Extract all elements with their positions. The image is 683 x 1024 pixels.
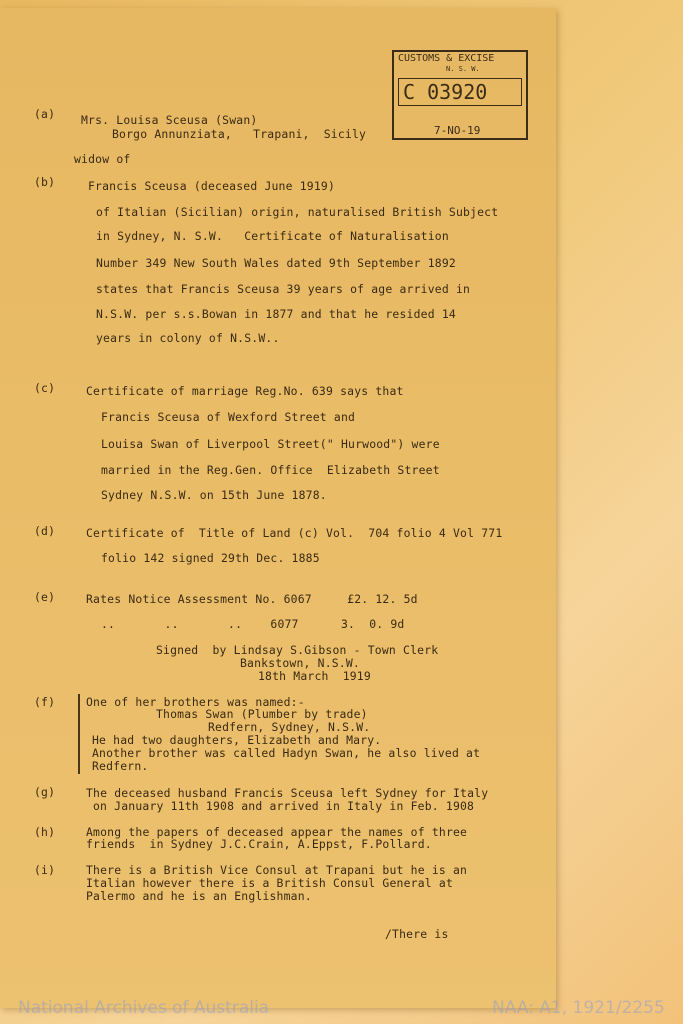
text-line: Certificate of Title of Land (c) Vol. 704 folio 4 Vol 771 (86, 526, 503, 540)
text-line: Sydney N.S.W. on 15th June 1878. (101, 488, 327, 502)
text-line: Italian however there is a British Consul General at (86, 876, 454, 890)
text-line: Redfern, Sydney, N.S.W. (208, 720, 371, 734)
text-line: married in the Reg.Gen. Office Elizabeth Street (101, 463, 440, 477)
archive-watermark-left: National Archives of Australia (18, 998, 270, 1018)
section-label: (h) (34, 825, 56, 839)
text-line: Louisa Swan of Liverpool Street(" Hurwood") were (101, 437, 440, 451)
margin-mark (78, 694, 80, 774)
text-line: Another brother was called Hadyn Swan, he also lived at (92, 746, 481, 760)
text-line: Borgo Annunziata, Trapani, Sicily (112, 127, 367, 141)
stamp-number: C 03920 (398, 78, 522, 106)
text-line: N.S.W. per s.s.Bowan in 1877 and that he resided 14 (96, 307, 456, 321)
text-line: friends in Sydney J.C.Crain, A.Eppst, F.Pollard. (86, 837, 432, 851)
text-line: Palermo and he is an Englishman. (86, 889, 312, 903)
text-line: Mrs. Louisa Sceusa (Swan) (81, 113, 258, 127)
text-line: 18th March 1919 (258, 669, 371, 683)
section-label: (c) (34, 381, 56, 395)
text-line: states that Francis Sceusa 39 years of age arrived in (96, 282, 471, 296)
text-line: widow of (74, 152, 131, 166)
text-line: There is a British Vice Consul at Trapani but he is an (86, 863, 468, 877)
section-label: (g) (34, 785, 56, 799)
text-line: folio 142 signed 29th Dec. 1885 (101, 551, 320, 565)
text-line: Bankstown, N.S.W. (240, 656, 360, 670)
document-page (0, 8, 556, 1008)
text-line: in Sydney, N. S.W. Certificate of Naturalisation (96, 229, 449, 243)
customs-stamp (392, 50, 528, 140)
text-line: Thomas Swan (Plumber by trade) (156, 707, 368, 721)
section-label: (f) (34, 695, 56, 709)
section-label: (i) (34, 863, 56, 877)
stamp-title: CUSTOMS & EXCISE (398, 53, 495, 64)
text-line: .. .. .. 6077 3. 0. 9d (101, 617, 405, 631)
stamp-date: 7-NO-19 (434, 124, 481, 137)
text-line: on January 11th 1908 and arrived in Italy in Feb. 1908 (93, 799, 475, 813)
text-line: Redfern. (92, 759, 149, 773)
text-line: years in colony of N.S.W.. (96, 331, 280, 345)
text-line: of Italian (Sicilian) origin, naturalised British Subject (96, 205, 499, 219)
continuation-note: /There is (385, 927, 449, 941)
text-line: Rates Notice Assessment No. 6067 £2. 12. 5d (86, 592, 418, 606)
section-label: (b) (34, 175, 56, 189)
section-label: (a) (34, 107, 56, 121)
text-line: The deceased husband Francis Sceusa left Sydney for Italy (86, 786, 489, 800)
stamp-subtitle: N. S. W. (446, 65, 480, 73)
text-line: One of her brothers was named:- (86, 695, 305, 709)
text-line: Among the papers of deceased appear the names of three (86, 825, 468, 839)
archive-watermark-right: NAA: A1, 1921/2255 (492, 998, 665, 1018)
text-line: Signed by Lindsay S.Gibson - Town Clerk (156, 643, 439, 657)
text-line: Francis Sceusa of Wexford Street and (101, 410, 356, 424)
text-line: Number 349 New South Wales dated 9th September 1892 (96, 256, 456, 270)
text-line: Francis Sceusa (deceased June 1919) (88, 179, 336, 193)
text-line: He had two daughters, Elizabeth and Mary. (92, 733, 382, 747)
section-label: (e) (34, 590, 56, 604)
text-line: Certificate of marriage Reg.No. 639 says that (86, 384, 404, 398)
section-label: (d) (34, 524, 56, 538)
